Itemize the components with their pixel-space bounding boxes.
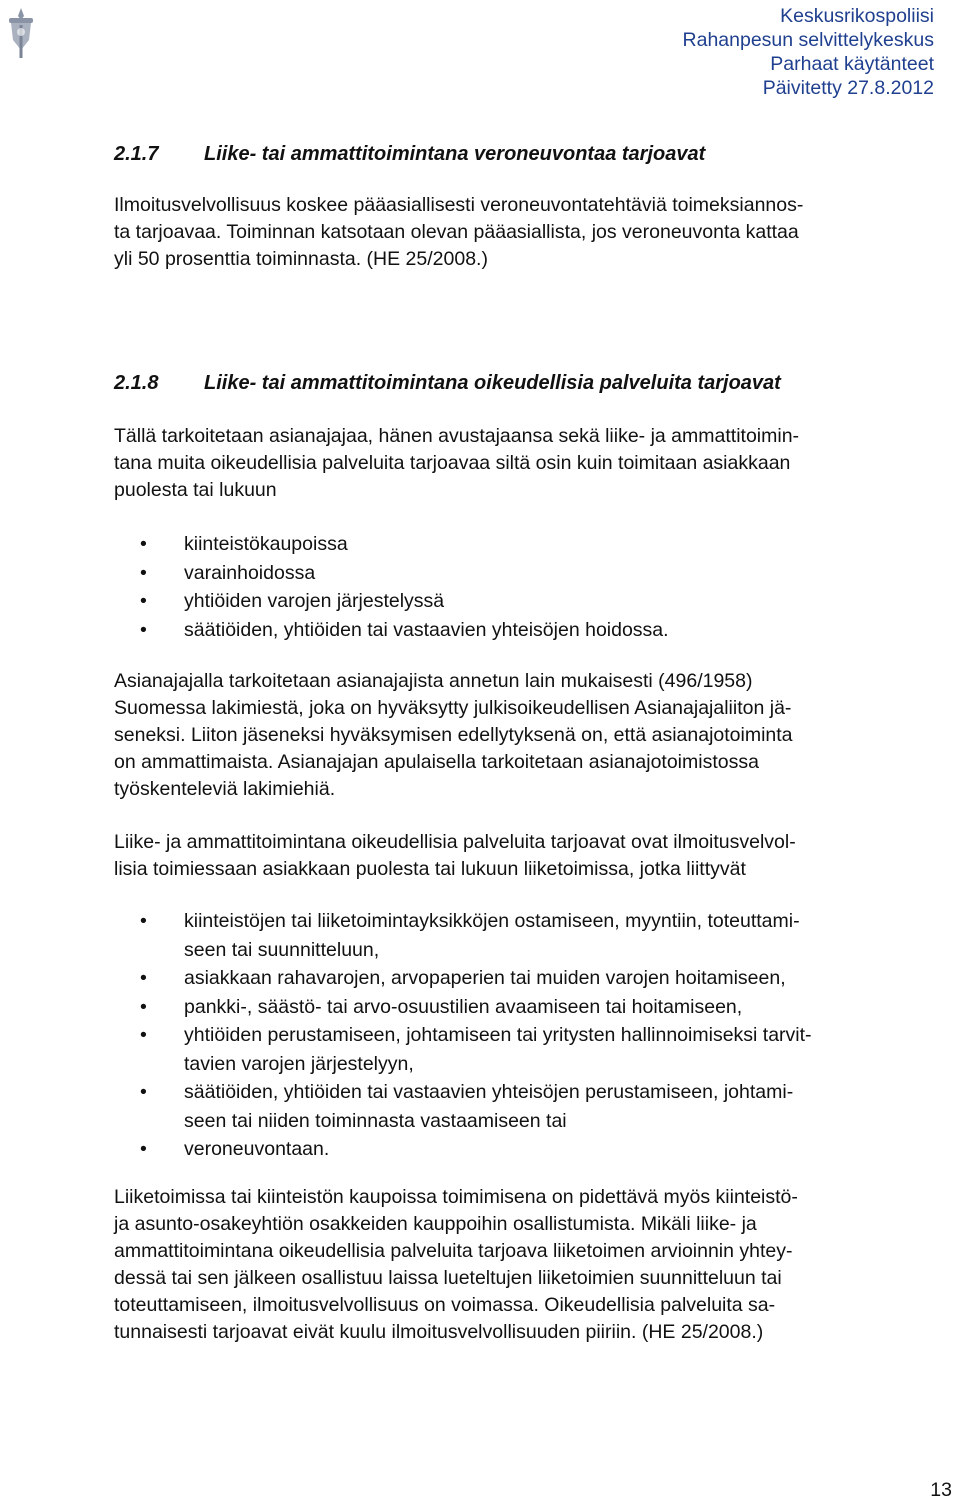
list-item: • veroneuvontaan.: [114, 1135, 812, 1164]
header-doc-title: Parhaat käytänteet: [770, 53, 934, 75]
text-line: Liiketoimissa tai kiinteistön kaupoissa toimimisena on pidettävä myös kiinteistö-: [114, 1186, 798, 1208]
section-heading-2-1-8: [114, 371, 781, 395]
text-line: puolesta tai lukuun: [114, 479, 277, 501]
bullet-icon: •: [140, 533, 147, 555]
list-item: • säätiöiden, yhtiöiden tai vastaavien yhteisöjen perustamiseen, johtami- seen tai niiden toiminnasta vastaamiseen tai: [114, 1078, 812, 1135]
bullet-icon: •: [140, 967, 147, 989]
section-heading-2-1-7: [114, 142, 705, 166]
list-item: • pankki-, säästö- tai arvo-osuustilien avaamiseen tai hoitamiseen,: [114, 993, 812, 1022]
list-item: • kiinteistöjen tai liiketoimintayksikköjen ostamiseen, myyntiin, toteuttami- seen tai suunnitteluun,: [114, 907, 812, 964]
text-line: yli 50 prosenttia toiminnasta. (HE 25/2008.): [114, 248, 488, 270]
text-line: Suomessa lakimiestä, joka on hyväksytty julkisoikeudellisen Asianajajaliiton jä-: [114, 697, 792, 719]
text-line: työskenteleviä lakimiehiä.: [114, 778, 336, 800]
section-number: 2.1.8: [114, 372, 159, 394]
text-line: tana muita oikeudellisia palveluita tarjoavaa siltä osin kuin toimitaan asiakkaan: [114, 452, 791, 474]
bullet-icon: •: [140, 1138, 147, 1160]
header-updated-date: Päivitetty 27.8.2012: [762, 77, 934, 99]
header-unit: Rahanpesun selvittelykeskus: [682, 29, 934, 51]
header-organization: Keskusrikospoliisi: [780, 5, 934, 27]
paragraph-2-1-7: [114, 192, 803, 273]
section-number: 2.1.7: [114, 143, 159, 165]
bullet-icon: •: [140, 561, 147, 584]
police-crest-logo-icon: [6, 6, 36, 60]
text-line: ja asunto-osakeyhtiön osakkeiden kauppoihin osallistumista. Mikäli liike- ja: [114, 1213, 757, 1235]
bullet-icon: •: [140, 910, 147, 932]
list-item: • varainhoidossa: [114, 559, 669, 588]
text-line: Ilmoitusvelvollisuus koskee pääasiallisesti veroneuvontatehtäviä toimeksiannos-: [114, 194, 804, 216]
list-item: • asiakkaan rahavarojen, arvopaperien tai muiden varojen hoitamiseen,: [114, 964, 812, 993]
text-line: ta tarjoavaa. Toiminnan katsotaan olevan pääasiallista, jos veroneuvonta kattaa: [114, 221, 799, 243]
paragraph-real-estate: [114, 1184, 798, 1346]
list-item: • säätiöiden, yhtiöiden tai vastaavien yhteisöjen hoidossa.: [114, 616, 669, 645]
list-item: • yhtiöiden perustamiseen, johtamiseen tai yritysten hallinnoimiseksi tarvit- tavien varojen järjestelyyn,: [114, 1021, 812, 1078]
bullet-icon: •: [140, 995, 147, 1018]
text-line: tunnaisesti tarjoavat eivät kuulu ilmoitusvelvollisuuden piiriin. (HE 25/2008.): [114, 1321, 764, 1343]
bullet-icon: •: [140, 590, 147, 612]
text-line: seneksi. Liiton jäseneksi hyväksymisen edellytyksenä on, että asianajotoiminta: [114, 724, 793, 746]
list-item: • yhtiöiden varojen järjestelyssä: [114, 587, 669, 616]
paragraph-asianajaja: [114, 668, 793, 803]
text-line: Tällä tarkoitetaan asianajajaa, hänen avustajaansa sekä liike- ja ammattitoimin-: [114, 425, 800, 447]
bullet-icon: •: [140, 1024, 147, 1046]
document-header: [683, 4, 934, 100]
text-line: ammattitoimintana oikeudellisia palveluita tarjoava liiketoimen arvioinnin yhtey-: [114, 1240, 793, 1262]
text-line: toteuttamiseen, ilmoitusvelvollisuus on voimassa. Oikeudellisia palveluita sa-: [114, 1294, 776, 1316]
text-line: Asianajajalla tarkoitetaan asianajajista annetun lain mukaisesti (496/1958): [114, 670, 753, 692]
text-line: Liike- ja ammattitoimintana oikeudellisia palveluita tarjoavat ovat ilmoitusvelvol-: [114, 831, 796, 853]
text-line: dessä tai sen jälkeen osallistuu laissa lueteltujen liiketoimien suunnitteluun tai: [114, 1267, 782, 1289]
section-title: Liike- tai ammattitoimintana oikeudellisia palveluita tarjoavat: [204, 372, 781, 394]
text-line: lisia toimiessaan asiakkaan puolesta tai lukuun liiketoimissa, jotka liittyvät: [114, 858, 746, 880]
bullet-list-2: [114, 907, 812, 1164]
bullet-list-1: [114, 530, 669, 644]
paragraph-obligation: [114, 829, 796, 883]
page-number: 13: [930, 1479, 952, 1501]
bullet-icon: •: [140, 1081, 147, 1103]
paragraph-intro: [114, 423, 799, 504]
text-line: on ammattimaista. Asianajajan apulaisella tarkoitetaan asianajotoimistossa: [114, 751, 759, 773]
bullet-icon: •: [140, 618, 147, 641]
section-title: Liike- tai ammattitoimintana veroneuvontaa tarjoavat: [204, 143, 706, 165]
list-item: • kiinteistökaupoissa: [114, 530, 669, 559]
